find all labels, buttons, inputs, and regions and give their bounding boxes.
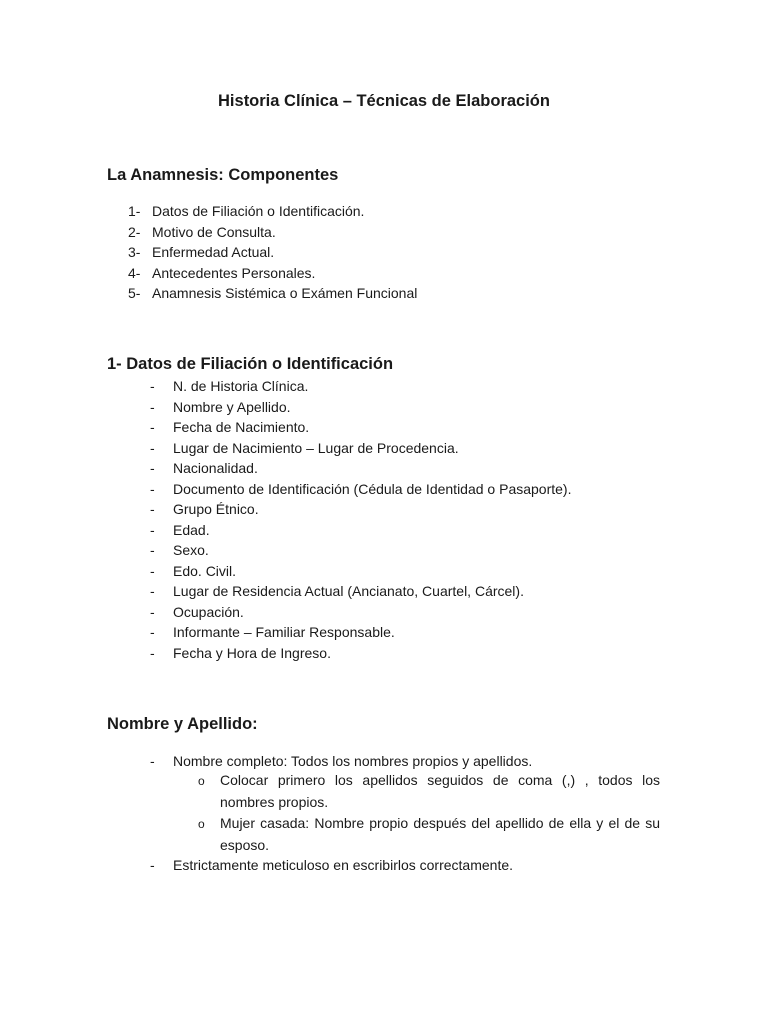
list-item: [128, 263, 417, 284]
list-item: [150, 499, 571, 520]
list-item: [150, 561, 571, 582]
list-item-text: Anamnesis Sistémica o Exámen Funcional: [152, 285, 418, 301]
list-item: [150, 458, 571, 479]
list-item-text: Sexo.: [173, 542, 209, 558]
list-item-text: N. de Historia Clínica.: [173, 378, 309, 394]
list-item: [150, 397, 571, 418]
list-item-text: Documento de Identificación (Cédula de Identidad o Pasaporte).: [173, 480, 572, 497]
dash-marker: -: [150, 419, 155, 435]
dash-marker: -: [150, 753, 155, 769]
list-item: [150, 540, 571, 561]
list-item-text: Lugar de Nacimiento – Lugar de Procedencia.: [173, 439, 459, 456]
list-item-text: Datos de Filiación o Identificación.: [152, 203, 365, 219]
circle-bullet-marker: o: [198, 774, 205, 788]
list-number: 4-: [128, 264, 141, 281]
section-heading-filiacion: 1- Datos de Filiación o Identificación: [107, 355, 394, 373]
list-item-text: Ocupación.: [173, 603, 244, 620]
list-item-text: Motivo de Consulta.: [152, 223, 276, 240]
list-item-text: Antecedentes Personales.: [152, 264, 316, 281]
nombre-sub-list: [198, 770, 660, 856]
list-item: [150, 643, 571, 664]
list-item: [150, 520, 571, 541]
list-item-text: Nombre y Apellido.: [173, 398, 291, 415]
dash-marker: -: [150, 439, 155, 456]
list-item-text: Enfermedad Actual.: [152, 244, 275, 260]
sub-list-item-text: Colocar primero los apellidos seguidos de coma (,) , todos los nombres propios.: [220, 772, 660, 810]
list-item: [150, 602, 571, 623]
list-item: [128, 201, 417, 222]
list-item-text: Estrictamente meticuloso en escribirlos correctamente.: [173, 857, 514, 873]
list-number: 1-: [128, 203, 141, 219]
list-item: [150, 581, 571, 602]
dash-marker: -: [150, 378, 155, 394]
section-heading-anamnesis: La Anamnesis: Componentes: [107, 166, 339, 184]
section-heading-nombre: Nombre y Apellido:: [107, 715, 258, 733]
anamnesis-components-list: [128, 201, 417, 304]
dash-marker: -: [150, 398, 155, 415]
list-number: 3-: [128, 244, 141, 260]
list-number: 5-: [128, 285, 141, 301]
list-item: [150, 417, 571, 438]
list-item-text: Nacionalidad.: [173, 460, 258, 476]
list-item: [150, 855, 513, 876]
list-item-text: Fecha y Hora de Ingreso.: [173, 644, 331, 661]
list-item: [150, 751, 532, 772]
dash-marker: -: [150, 857, 155, 873]
list-item-text: Fecha de Nacimiento.: [173, 419, 310, 435]
dash-marker: -: [150, 521, 155, 538]
list-item: [150, 376, 571, 397]
list-item: [128, 222, 417, 243]
list-item-text: Edo. Civil.: [173, 562, 237, 579]
list-item: [150, 438, 571, 459]
dash-marker: -: [150, 501, 155, 517]
sub-list-item: [198, 770, 660, 813]
filiacion-list: [150, 376, 571, 663]
page-title: Historia Clínica – Técnicas de Elaboración: [218, 92, 550, 110]
sub-list-item-text: Mujer casada: Nombre propio después del apellido de ella y el de su esposo.: [220, 815, 660, 853]
dash-marker: -: [150, 624, 155, 640]
list-item-text: Informante – Familiar Responsable.: [173, 624, 395, 640]
dash-marker: -: [150, 480, 155, 497]
list-item-text: Grupo Étnico.: [173, 501, 259, 517]
dash-marker: -: [150, 542, 155, 558]
list-item: [150, 622, 571, 643]
list-number: 2-: [128, 223, 141, 240]
dash-marker: -: [150, 644, 155, 661]
dash-marker: -: [150, 603, 155, 620]
sub-list-item: [198, 813, 660, 856]
dash-marker: -: [150, 460, 155, 476]
list-item-text: Edad.: [173, 521, 210, 538]
dash-marker: -: [150, 583, 155, 599]
dash-marker: -: [150, 562, 155, 579]
list-item: [128, 283, 417, 304]
list-item-text: Nombre completo: Todos los nombres propios y apellidos.: [173, 753, 533, 769]
list-item: [128, 242, 417, 263]
list-item-text: Lugar de Residencia Actual (Ancianato, Cuartel, Cárcel).: [173, 583, 524, 599]
list-item: [150, 479, 571, 500]
circle-bullet-marker: o: [198, 817, 205, 831]
